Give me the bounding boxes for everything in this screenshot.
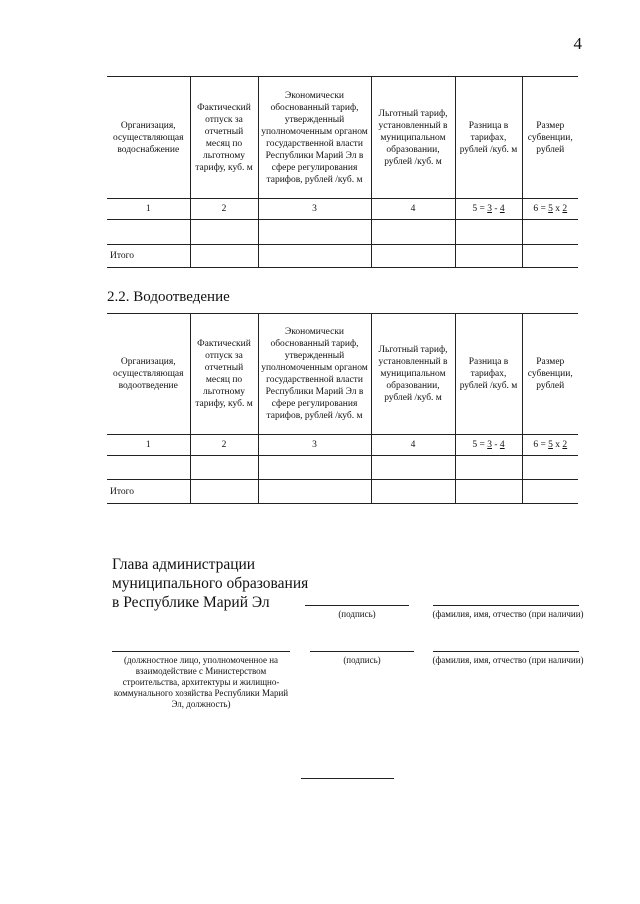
full-name-caption: (фамилия, имя, отчество (при наличии) xyxy=(432,655,584,665)
total-row xyxy=(107,245,578,268)
section-heading: 2.2. Водоотведение xyxy=(107,289,230,305)
index-cell: 3 xyxy=(258,435,371,456)
index-cell-formula-5: 5 = 3 - 4 xyxy=(455,435,522,456)
header-organization: Организация, осуществляющая водоснабжение xyxy=(107,77,190,199)
page-number: 4 xyxy=(573,34,582,53)
header-subsidy-amount: Размер субвенции, рублей xyxy=(522,77,578,199)
water-disposal-table xyxy=(107,313,578,504)
official-position-caption: (должностное лицо, уполномоченное на взаимодействие с Министерством строительства, архитектуры и жилищно-коммунального хозяйства Республики Марий Эл, должность) xyxy=(113,655,289,709)
index-cell: 1 xyxy=(107,199,190,220)
header-preferential-tariff: Льготный тариф, установленный в муниципальном образовании, рублей /куб. м xyxy=(371,314,455,435)
title-line: в Республике Марий Эл xyxy=(112,594,270,611)
signature-caption: (подпись) xyxy=(343,655,381,665)
head-of-administration-title xyxy=(112,555,308,612)
water-supply-table xyxy=(107,76,578,268)
index-cell: 1 xyxy=(107,435,190,456)
signature-line xyxy=(310,651,414,652)
index-cell: 3 xyxy=(258,199,371,220)
official-position-line xyxy=(112,651,290,652)
header-tariff-difference: Разница в тарифах, рублей /куб. м xyxy=(455,77,522,199)
index-cell: 4 xyxy=(371,199,455,220)
total-label: Итого xyxy=(107,480,190,504)
index-row xyxy=(107,199,578,220)
header-organization: Организация, осуществляющая водоотведение xyxy=(107,314,190,435)
index-cell: 4 xyxy=(371,435,455,456)
header-economic-tariff: Экономически обоснованный тариф, утвержденный уполномоченным органом государственной власти Республики Марий Эл в сфере регулирования тарифов, рублей /куб. м xyxy=(258,314,371,435)
full-name-caption: (фамилия, имя, отчество (при наличии) xyxy=(432,609,584,619)
full-name-line xyxy=(433,605,579,606)
signature-caption: (подпись) xyxy=(338,609,376,619)
index-cell: 2 xyxy=(190,435,258,456)
header-row xyxy=(107,77,578,199)
header-actual-volume: Фактический отпуск за отчетный месяц по льготному тарифу, куб. м xyxy=(190,77,258,199)
header-economic-tariff: Экономически обоснованный тариф, утвержденный уполномоченным органом государственной власти Республики Марий Эл в сфере регулирования тарифов, рублей /куб. м xyxy=(258,77,371,199)
header-preferential-tariff: Льготный тариф, установленный в муниципальном образовании, рублей /куб. м xyxy=(371,77,455,199)
title-line: Глава администрации xyxy=(112,556,256,573)
title-line: муниципального образования xyxy=(112,575,309,592)
header-actual-volume: Фактический отпуск за отчетный месяц по льготному тарифу, куб. м xyxy=(190,314,258,435)
header-tariff-difference: Разница в тарифах, рублей /куб. м xyxy=(455,314,522,435)
header-row xyxy=(107,314,578,435)
signature-line xyxy=(305,605,409,606)
bottom-separator-line xyxy=(301,778,394,779)
index-cell-formula-5: 5 = 3 - 4 xyxy=(455,199,522,220)
index-row xyxy=(107,435,578,456)
header-subsidy-amount: Размер субвенции, рублей xyxy=(522,314,578,435)
index-cell-formula-6: 6 = 5 x 2 xyxy=(522,199,578,220)
table-row xyxy=(107,456,578,480)
table-row xyxy=(107,220,578,245)
index-cell: 2 xyxy=(190,199,258,220)
total-row xyxy=(107,480,578,504)
total-label: Итого xyxy=(107,245,190,268)
index-cell-formula-6: 6 = 5 x 2 xyxy=(522,435,578,456)
full-name-line xyxy=(433,651,579,652)
